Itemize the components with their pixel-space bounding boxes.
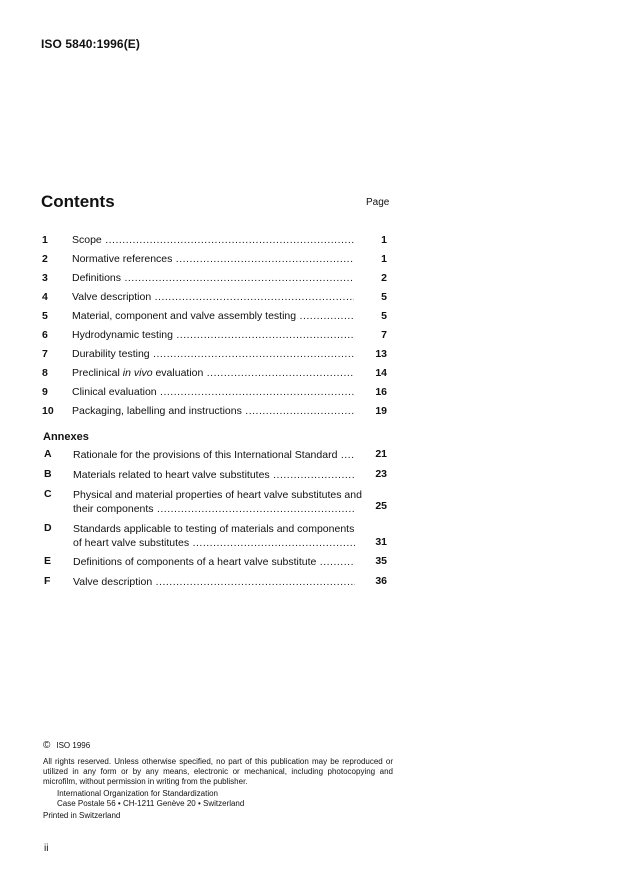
rights-statement: All rights reserved. Unless otherwise specified, no part of this publication may be reproduced or utilized in any form or by any means, electronic or mechanical, including photocopying and microfilm, without permission in writing from the publisher. [43, 757, 393, 786]
annex-letter: A [44, 448, 52, 460]
toc-entry[interactable] [41, 270, 391, 289]
annex-title-line2: their components ..... [73, 502, 355, 516]
annex-entry[interactable] [41, 555, 391, 575]
toc-entry-page: 1 [381, 234, 387, 246]
toc-entry[interactable] [41, 308, 391, 327]
annex-entry[interactable] [41, 575, 391, 595]
toc-entry[interactable] [41, 365, 391, 384]
toc-entry-title: Definitions ..... [72, 272, 354, 284]
annex-page: 21 [375, 448, 387, 460]
annex-title: Definitions of components of a heart valve substitute ..... [73, 555, 355, 569]
toc-entry-title [72, 367, 354, 379]
toc-entry-title: Scope ..... [72, 234, 354, 246]
annex-title: Rationale for the provisions of this International Standard ..... [73, 448, 355, 462]
contents-title: Contents [41, 192, 115, 211]
annex-title-line1: Physical and material properties of heart valve substitutes and [73, 489, 362, 501]
annex-letter: C [44, 488, 52, 500]
annex-page: 23 [375, 468, 387, 480]
table-of-contents [41, 232, 391, 422]
toc-entry-number: 1 [42, 234, 48, 246]
toc-entry-number: 8 [42, 367, 48, 379]
document-id-header: ISO 5840:1996(E) [41, 37, 140, 51]
annex-entry[interactable] [41, 448, 391, 468]
annex-list [41, 448, 391, 595]
page-column-label: Page [366, 197, 390, 208]
organization-name: International Organization for Standardization [57, 789, 218, 798]
page-number: ii [44, 843, 49, 854]
printed-in: Printed in Switzerland [43, 811, 121, 820]
organization-address: Case Postale 56 • CH-1211 Genève 20 • Switzerland [57, 799, 245, 808]
annex-page: 31 [375, 536, 387, 548]
copyright-line [43, 741, 393, 751]
annex-entry[interactable] [41, 522, 391, 555]
toc-entry-number: 10 [42, 405, 54, 417]
toc-entry-number: 9 [42, 386, 48, 398]
annex-title-line1: Standards applicable to testing of materials and components [73, 523, 355, 535]
toc-entry-page: 5 [381, 291, 387, 303]
toc-entry-number: 2 [42, 253, 48, 265]
annex-entry[interactable] [41, 468, 391, 488]
toc-entry-number: 6 [42, 329, 48, 341]
copyright-notice [43, 741, 393, 821]
toc-entry[interactable] [41, 384, 391, 403]
annex-letter: D [44, 522, 52, 534]
toc-entry-title-emphasis: in vivo [122, 367, 153, 379]
toc-entry-number: 4 [42, 291, 48, 303]
copyright-icon: © [43, 740, 51, 751]
toc-entry[interactable] [41, 232, 391, 251]
toc-entry-number: 3 [42, 272, 48, 284]
toc-entry-title: Hydrodynamic testing ..... [72, 329, 354, 341]
toc-entry-title: Durability testing ..... [72, 348, 354, 360]
toc-entry-title: Packaging, labelling and instructions ..... [72, 405, 354, 417]
toc-entry-title: Normative references ..... [72, 253, 354, 265]
toc-entry[interactable] [41, 346, 391, 365]
toc-entry-title: Clinical evaluation ..... [72, 386, 354, 398]
toc-entry-page: 16 [375, 386, 387, 398]
annex-page: 35 [375, 555, 387, 567]
toc-entry-page: 5 [381, 310, 387, 322]
annex-letter: B [44, 468, 52, 480]
annex-title-line2: of heart valve substitutes ..... [73, 536, 355, 550]
copyright-text: ISO 1996 [56, 741, 91, 750]
toc-entry-page: 13 [375, 348, 387, 360]
annex-letter: F [44, 575, 51, 587]
toc-entry-page: 14 [375, 367, 387, 379]
toc-entry-number: 5 [42, 310, 48, 322]
toc-entry[interactable] [41, 403, 391, 422]
toc-entry-page: 7 [381, 329, 387, 341]
toc-entry[interactable] [41, 289, 391, 308]
annex-entry[interactable] [41, 488, 391, 518]
toc-entry-title: Material, component and valve assembly testing ..... [72, 310, 354, 322]
toc-entry-page: 2 [381, 272, 387, 284]
toc-entry-title-part: Preclinical [72, 367, 123, 379]
toc-entry-number: 7 [42, 348, 48, 360]
annex-title: Valve description ..... [73, 575, 355, 589]
toc-entry-title: Valve description ..... [72, 291, 354, 303]
toc-entry-page: 1 [381, 253, 387, 265]
toc-entry[interactable] [41, 327, 391, 346]
annexes-heading: Annexes [43, 431, 89, 443]
annex-page: 25 [375, 500, 387, 512]
annex-title: Materials related to heart valve substitutes ..... [73, 468, 355, 482]
toc-entry[interactable] [41, 251, 391, 270]
toc-entry-page: 19 [375, 405, 387, 417]
toc-entry-title-part: evaluation [152, 367, 204, 379]
annex-letter: E [44, 555, 52, 567]
annex-page: 36 [375, 575, 387, 587]
